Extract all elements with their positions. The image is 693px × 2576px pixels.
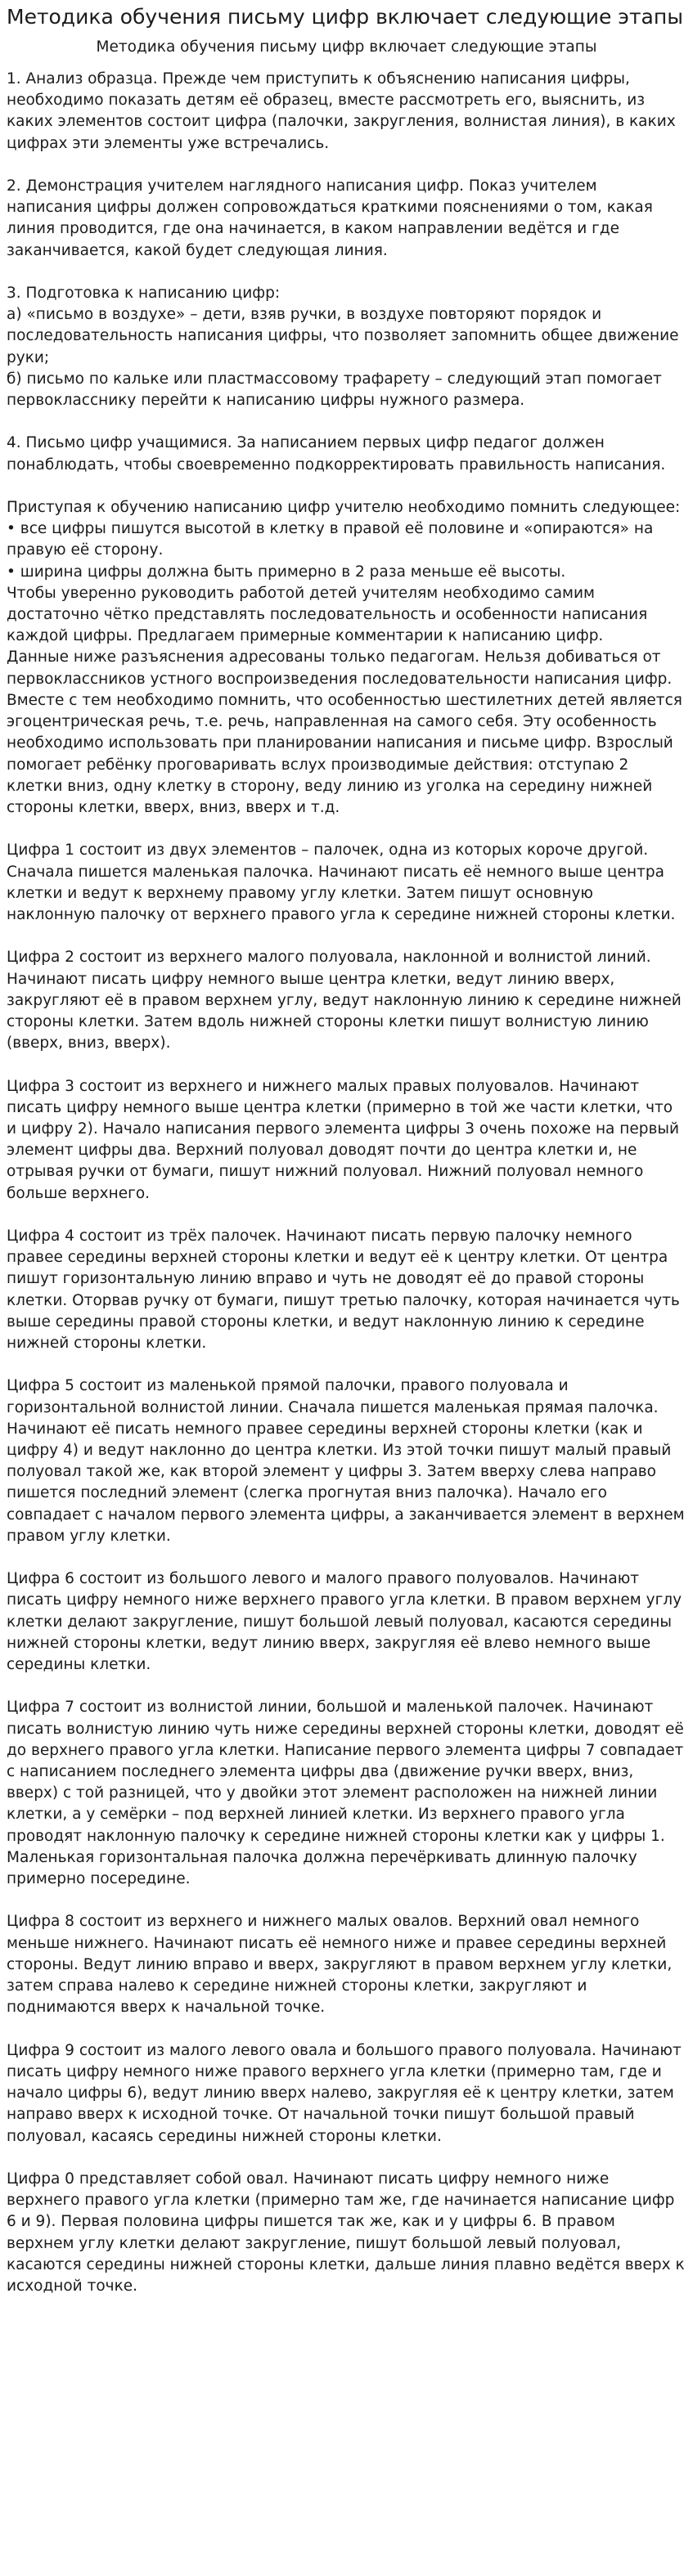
paragraph-demonstration: 2. Демонстрация учителем наглядного написания цифр. Показ учителем написания цифры должен сопровождаться краткими пояснениями о том, какая линия проводится, где она начинается, в каком направлении ведётся и где заканчивается, какой будет следующая линия. [7, 177, 653, 259]
paragraph-preparation: 3. Подготовка к написанию цифр: а) «письмо в воздухе» – дети, взяв ручки, в воздухе повторяют порядок и последовательность написания цифры, что позволяет запомнить общее движение руки; б) письмо по кальке или пластмассовому трафарету – следующий этап помогает первокласснику перейти к написанию цифры нужного размера. [7, 285, 679, 410]
paragraph-digit-9: Цифра 9 состоит из малого левого овала и большого правого полуовала. Начинают писать цифру немного ниже правого верхнего угла клетки (примерно там, где и начало цифры 6), ведут линию вверх налево, закругляя её к центру клетки, затем направо вверх к исходной точке. От начальной точки пишут большой правый полуовал, касаясь середины нижней стороны клетки. [7, 2041, 682, 2145]
page-title: Методика обучения письму цифр включает следующие этапы [7, 5, 683, 29]
paragraph-analysis: 1. Анализ образца. Прежде чем приступить к объяснению написания цифры, необходимо показать детям её образец, вместе рассмотреть его, выяснить, из каких элементов состоит цифра (палочки, закругления, волнистая линия), в каких цифрах эти элементы уже встречались. [7, 70, 676, 152]
paragraph-digit-7: Цифра 7 состоит из волнистой линии, большой и маленькой палочек. Начинают писать волнистую линию чуть ниже середины верхней стороны клетки, доводят её до верхнего правого угла клетки. Написание первого элемента цифры 7 совпадает с написанием последнего элемента цифры два (движение ручки вверх, вниз, вверх) с той разницей, что у двойки этот элемент расположен на нижней линии клетки, а у семёрки – под верхней линией клетки. Из верхнего правого угла проводят наклонную палочку к середине нижней стороны клетки как у цифры 1. Маленькая горизонтальная палочка должна перечёркивать длинную палочку примерно посередине. [7, 1699, 684, 1888]
paragraph-digit-3: Цифра 3 состоит из верхнего и нижнего малых правых полуовалов. Начинают писать цифру немного выше центра клетки (примерно в той же части клетки, что и цифру 2). Начало написания первого элемента цифры 3 очень похоже на первый элемент цифры два. Верхний полуовал доводят почти до центра клетки и, не отрывая ручки от бумаги, пишут нижний полуовал. Нижний полуовал немного больше верхнего. [7, 1077, 680, 1202]
paragraph-teacher-notes: Приступая к обучению написанию цифр учителю необходимо помнить следующее: • все цифры пишутся высотой в клетку в правой её половине и «опираются» на правую её сторону. • ширина цифры должна быть примерно в 2 раза меньше её высоты. Чтобы уверенно руководить работой детей учителям необходимо самим достаточно чётко представлять последовательность и особенности написания каждой цифры. Предлагаем примерные комментарии к написанию цифр. Данные ниже разъяснения адресованы только педагогам. Нельзя добиваться от первоклассников устного воспроизведения последовательности написания цифр. Вместе с тем необходимо помнить, что особенностью шестилетних детей является эгоцентрическая речь, т.е. речь, направленная на самого себя. Эту особенность необходимо использовать при планировании написания и письме цифр. Взрослый помогает ребёнку проговаривать вслух производимые действия: отступаю 2 клетки вниз, одну клетку в сторону, веду линию из уголка на середину нижней стороны клетки, вверх, вниз, вверх и т.д. [7, 499, 682, 816]
paragraph-digit-2: Цифра 2 состоит из верхнего малого полуовала, наклонной и волнистой линий. Начинают писать цифру немного выше центра клетки, ведут линию вверх, закругляют её в правом верхнем углу, ведут наклонную линию к середине нижней стороны клетки. Затем вдоль нижней стороны клетки пишут волнистую линию (вверх, вниз, вверх). [7, 949, 682, 1052]
article-body [7, 69, 686, 2297]
paragraph-digit-1: Цифра 1 состоит из двух элементов – палочек, одна из которых короче другой. Сначала пишется маленькая палочка. Начинают писать её немного выше центра клетки и ведут к верхнему правому углу клетки. Затем пишут основную наклонную палочку от верхнего правого угла к середине нижней стороны клетки. [7, 841, 676, 923]
paragraph-digit-0: Цифра 0 представляет собой овал. Начинают писать цифру немного ниже верхнего правого угла клетки (примерно там же, где начинается написание цифр 6 и 9). Первая половина цифры пишется так же, как и у цифры 6. В правом верхнем углу клетки делают закругление, пишут большой левый полуовал, касаются середины нижней стороны клетки, дальше линия плавно ведётся вверх к исходной точке. [7, 2170, 685, 2295]
paragraph-digit-8: Цифра 8 состоит из верхнего и нижнего малых овалов. Верхний овал немного меньше нижнего. Начинают писать её немного ниже и правее середины верхней стороны. Ведут линию вправо и вверх, закругляют в правом верхнем углу клетки, затем справа налево к середине нижней стороны клетки, закругляют и поднимаются вверх к начальной точке. [7, 1913, 673, 2017]
paragraph-digit-6: Цифра 6 состоит из большого левого и малого правого полуовалов. Начинают писать цифру немного ниже верхнего правого угла клетки. В правом верхнем углу клетки делают закругление, пишут большой левый полуовал, касаются середины нижней стороны клетки, ведут линию вверх, закругляя её влево немного выше середины клетки. [7, 1570, 682, 1674]
paragraph-digit-4: Цифра 4 состоит из трёх палочек. Начинают писать первую палочку немного правее середины верхней стороны клетки и ведут её к центру клетки. От центра пишут горизонтальную линию вправо и чуть не доводят её до правой стороны клетки. Оторвав ручку от бумаги, пишут третью палочку, которая начинается чуть выше середины правой стороны клетки, и ведут наклонную линию к середине нижней стороны клетки. [7, 1227, 680, 1352]
page-subtitle: Методика обучения письму цифр включает следующие этапы [96, 38, 597, 56]
paragraph-digit-5: Цифра 5 состоит из маленькой прямой палочки, правого полуовала и горизонтальной волнистой линии. Сначала пишется маленькая прямая палочка. Начинают её писать немного правее середины верхней стороны клетки (как и цифру 4) и ведут наклонно до центра клетки. Из этой точки пишут малый правый полуовал такой же, как второй элемент у цифры 3. Затем вверху слева направо пишется последний элемент (слегка прогнутая вниз палочка). Начало его совпадает с началом первого элемента цифры, а заканчивается элемент в верхнем правом углу клетки. [7, 1377, 685, 1545]
paragraph-writing: 4. Письмо цифр учащимися. За написанием первых цифр педагог должен понаблюдать, чтобы своевременно подкорректировать правильность написания. [7, 434, 666, 473]
